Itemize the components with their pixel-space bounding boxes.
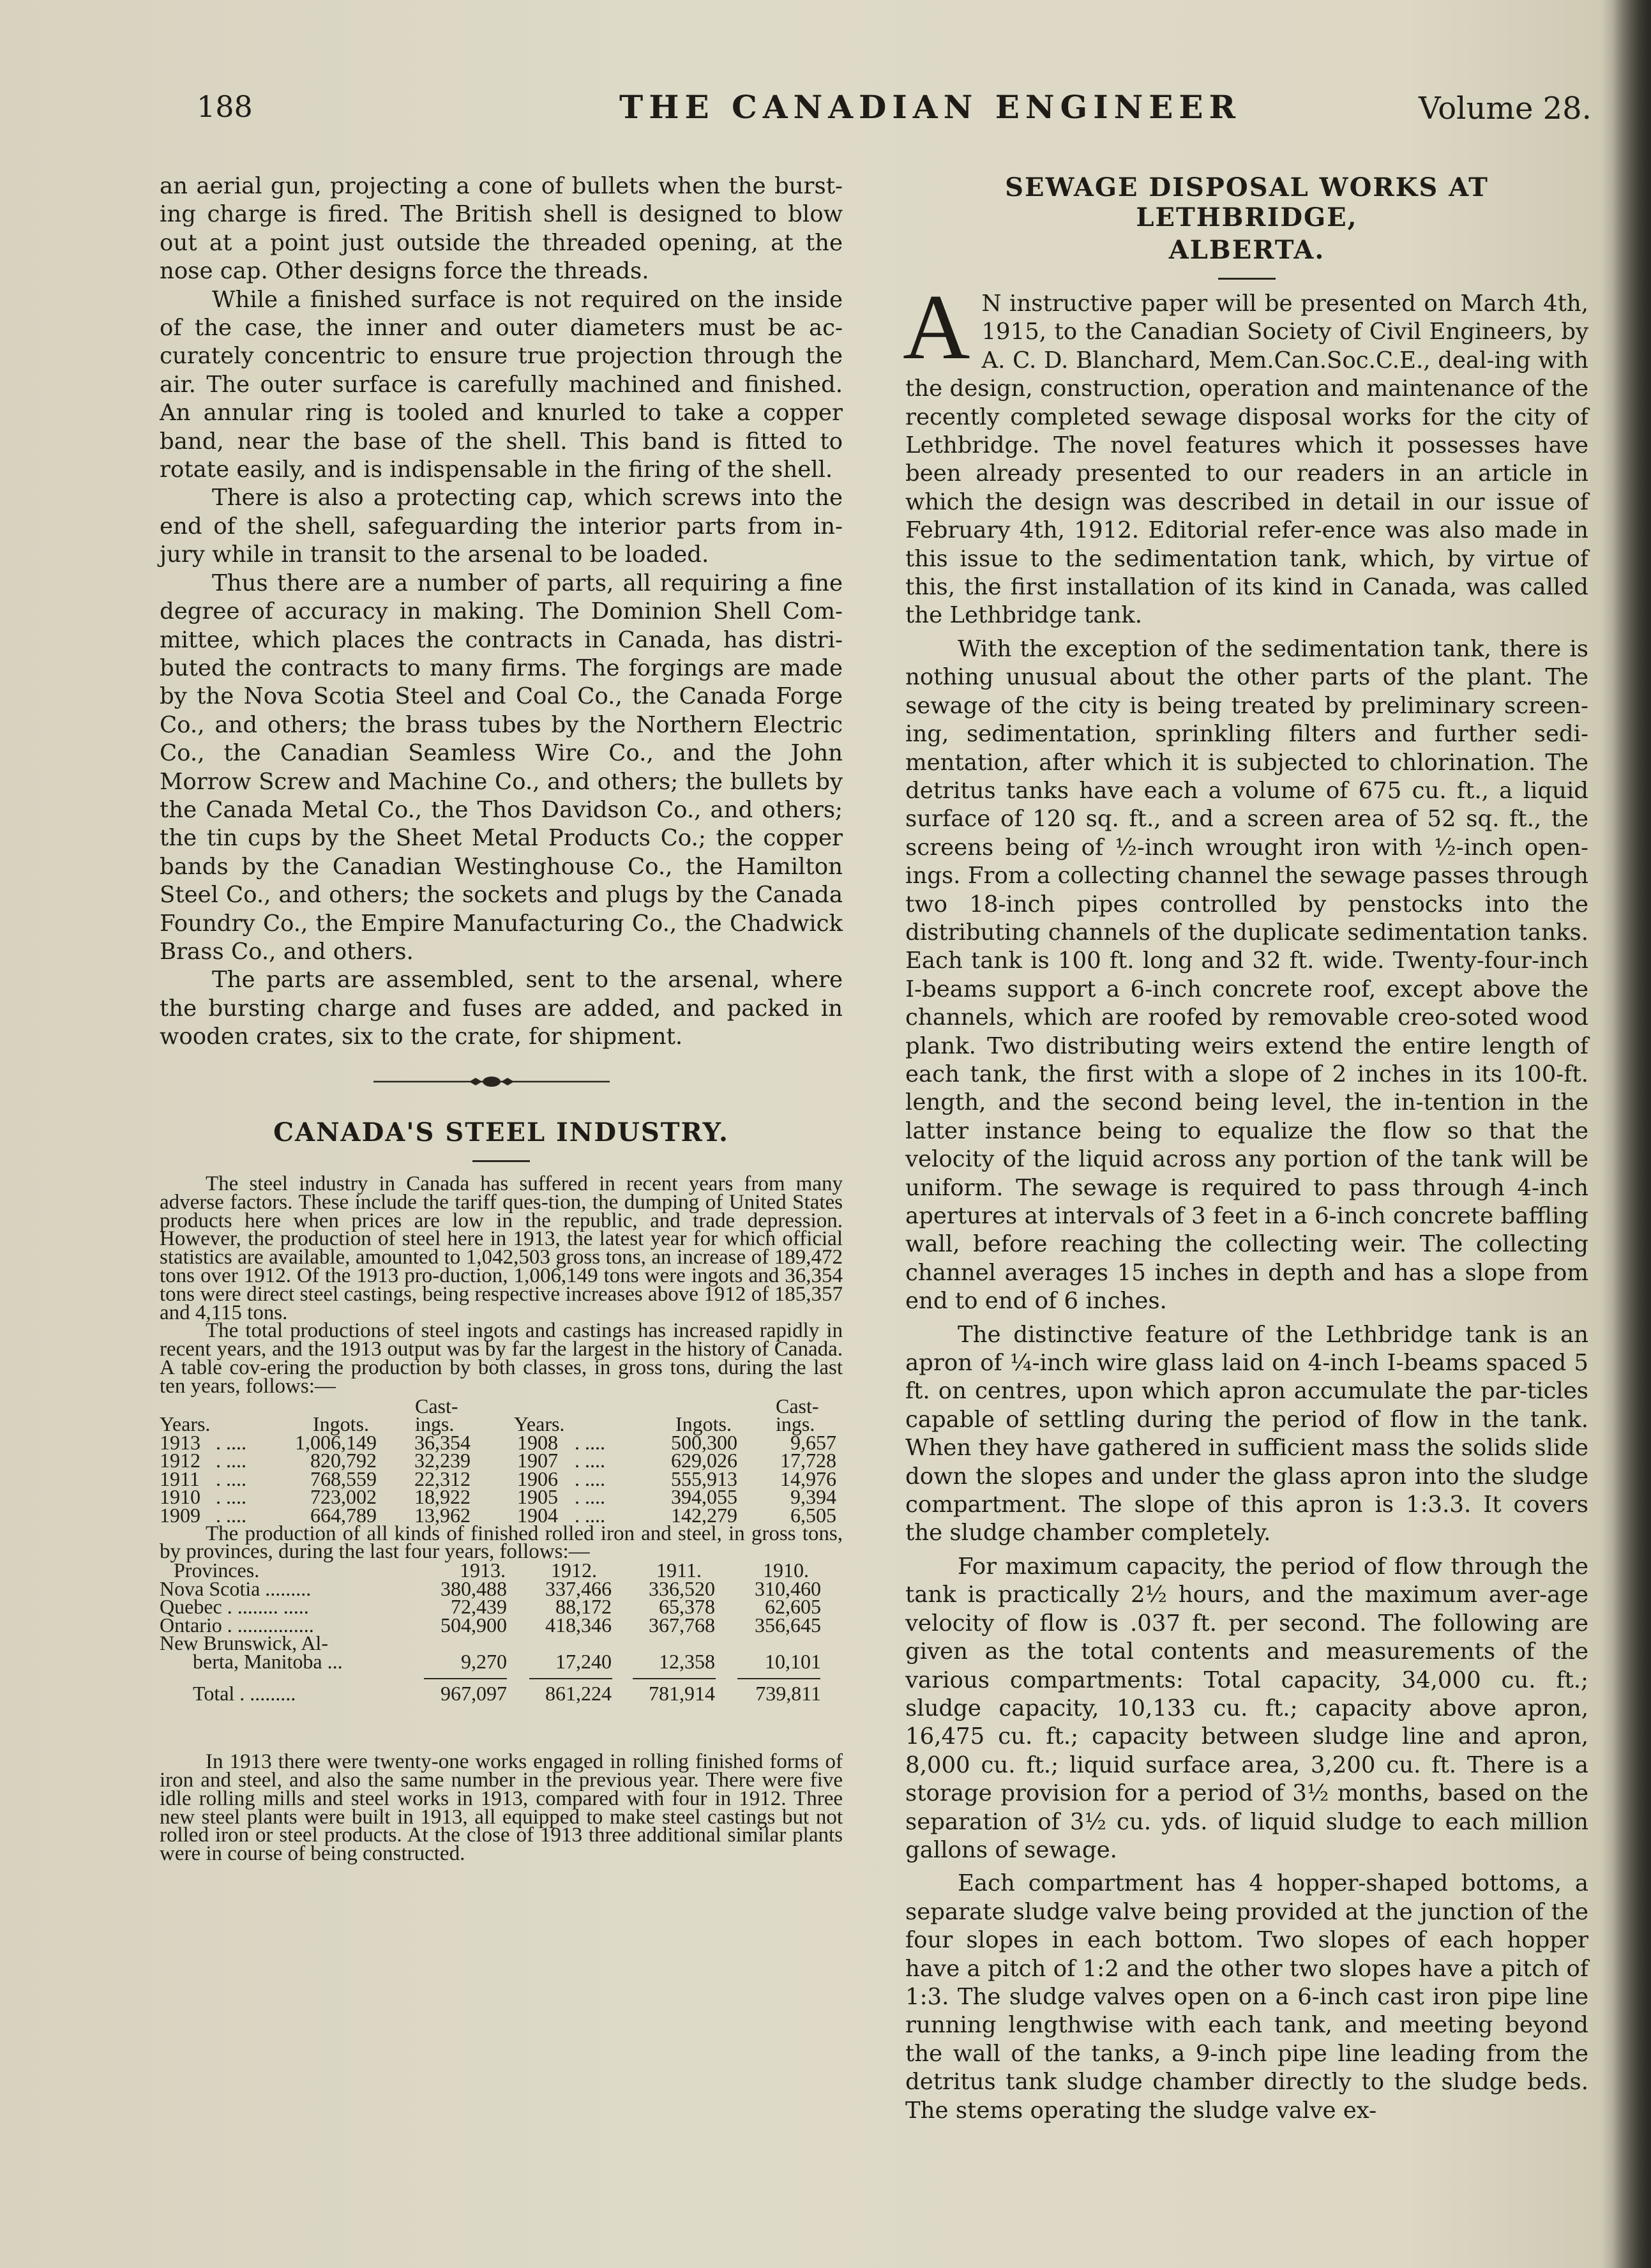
table-body	[160, 1430, 843, 1527]
leader-dots: . ....	[216, 1467, 246, 1490]
leader-dots: . ....	[575, 1485, 605, 1509]
table-row	[160, 1485, 843, 1509]
article-heading: ALBERTA.	[1168, 235, 1325, 265]
ingots-cell: 500,300	[671, 1430, 737, 1454]
article-heading: SEWAGE DISPOSAL WORKS AT LETHBRIDGE,	[1005, 172, 1489, 232]
total-rule	[737, 1678, 820, 1679]
castings-cell: 14,976	[780, 1467, 836, 1490]
paragraph-text: N instructive paper will be presented on March 4th, 1915, to the Canadian Society of Civil Engineers, by A. C. D. Blanchard, Mem.Can.Soc.C.E., deal-ing with the design, construction, operation and maintenance of the recently completed sewage disposal works for the city of Lethbridge. The novel features which it possesses have been already presented to our readers in an article in which the design was described in detail in our issue of February 4th, 1912. Editorial refer-ence was also made in this issue to the sedimentation tank, which, by virtue of this, the first installation of its kind in Canada, was called the Lethbridge tank.	[905, 291, 1588, 629]
running-header	[0, 83, 1651, 140]
leader-dots: . ....	[216, 1503, 246, 1527]
left-column	[160, 172, 843, 1052]
total-label: Total . .........	[193, 1682, 296, 1705]
province-cell: berta, Manitoba ...	[193, 1649, 343, 1673]
province-cell: Ontario . ...............	[160, 1613, 314, 1637]
paragraph: For maximum capacity, the period of flow through the tank is practically 2½ hours, and the maximum aver-age velocity of flow is .037 ft. per second. The following are given as the total contents and measurements of the various compartments: Total capacity, 34,000 cu. ft.; sludge capacity, 10,133 cu. ft.; capacity above apron, 16,475 cu. ft.; capacity between sludge line and apron, 8,000 cu. ft.; liquid surface area, 3,200 cu. ft. There is a storage provision for a period of 3½ months, based on the separation of 3½ cu. yds. of liquid sludge to each million gallons of sewage.	[905, 1553, 1588, 1863]
steel-production-table	[160, 1394, 843, 1527]
value-cell: 418,346	[545, 1613, 612, 1637]
year-cell: 1907	[517, 1449, 558, 1472]
year-cell: 1908	[517, 1430, 558, 1454]
castings-cell: 32,239	[414, 1449, 471, 1472]
castings-cell: 17,728	[780, 1449, 836, 1472]
table-row	[160, 1451, 843, 1470]
total-value: 967,097	[441, 1682, 507, 1705]
year-cell: 1911	[160, 1467, 200, 1490]
ingots-cell: 664,789	[310, 1503, 377, 1527]
leader-dots: . ....	[575, 1467, 605, 1490]
table-row	[160, 1467, 843, 1490]
value-cell: 9,270	[461, 1649, 507, 1673]
ingots-cell: 142,279	[671, 1503, 737, 1527]
castings-cell: 6,505	[790, 1503, 836, 1527]
province-cell: New Brunswick, Al-	[160, 1631, 328, 1655]
steel-article	[160, 1117, 843, 1866]
paragraph: The total productions of steel ingots and castings has increased rapidly in recent years, and the 1913 output was by far the largest in the history of Canada. A table cov-ering the production by both classes, in gross tons, during the last ten years, follows:—	[160, 1319, 843, 1398]
value-cell: 337,466	[545, 1576, 612, 1600]
sewage-article	[905, 172, 1588, 2125]
table-body	[160, 1576, 843, 1673]
leader-dots: . ....	[575, 1503, 605, 1527]
paragraph: The parts are assembled, sent to the arsenal, where the bursting charge and fuses are added, and packed in wooden crates, six to the crate, for shipment.	[160, 967, 843, 1050]
total-value: 861,224	[545, 1682, 612, 1705]
table-header-year: 1911.	[656, 1559, 702, 1582]
value-cell: 336,520	[649, 1576, 715, 1600]
table-header-years: Years.	[160, 1412, 211, 1436]
paragraph: With the exception of the sedimentation tank, there is nothing unusual about the other parts of the plant. The sewage of the city is being treated by preliminary screen-ing, sedimentation, sprinkling filters and further sedi-mentation, after which it is subjected to chlorination. The detritus tanks have each a volume of 675 cu. ft., a liquid surface of 120 sq. ft., and a screen area of 52 sq. ft., the screens being of ½-inch wrought iron with ½-inch open-ings. From a collecting channel the sewage passes through two 18-inch pipes controlled by penstocks into the distributing channels of the duplicate sedimentation tanks. Each tank is 100 ft. long and 32 ft. wide. Twenty-four-inch I-beams support a 6-inch concrete roof, except above the channels, which are roofed by removable creo-soted wood plank. Two distributing weirs extend the entire length of each tank, the first with a slope of 2 inches in its 100-ft. length, and the second being level, the in-tention in the latter instance being to equalize the flow so that the velocity of the liquid across any portion of the tank will be uniform. The sewage is required to pass through 4-inch apertures at intervals of 3 feet in a 6-inch concrete baffling wall, before reaching the collecting weir. The collecting channel averages 15 inches in depth and has a slope from end to end of 6 inches.	[905, 635, 1588, 1315]
value-cell: 504,900	[441, 1613, 507, 1637]
table-row	[160, 1503, 843, 1527]
table-row	[160, 1649, 843, 1673]
ingots-cell: 394,055	[671, 1485, 737, 1509]
table-header-ingots: Ingots.	[313, 1412, 369, 1436]
volume-label: Volume 28.	[1419, 91, 1592, 126]
drop-cap: A	[903, 275, 970, 379]
table-header-ingots: Ingots.	[675, 1412, 732, 1436]
castings-cell: 9,657	[790, 1430, 836, 1454]
paragraph: In 1913 there were twenty-one works engaged in rolling finished forms of iron and steel, and also the same number in the previous year. There were five idle rolling mills and steel works in 1913, compared with four in 1912. Three new steel plants were built in 1913, all equipped to make steel castings but not rolled iron or steel products. At the close of 1913 three additional similar plants were in course of being constructed.	[160, 1750, 843, 1866]
leader-dots: . ....	[575, 1449, 605, 1472]
paragraph: While a finished surface is not required on the inside of the case, the inner and outer diameters must be ac-curately concentric to ensure true projection through the air. The outer surface is carefully machined and finished. An annular ring is tooled and knurled to take a copper band, near the base of the shell. This band is fitted to rotate easily, and is indispensable in the firing of the shell.	[160, 286, 843, 483]
value-cell: 10,101	[765, 1649, 821, 1673]
table-header-castings-top: Cast-	[776, 1394, 819, 1418]
ingots-cell: 1,006,149	[295, 1430, 377, 1454]
page-gutter-shadow	[1613, 0, 1651, 2268]
year-cell: 1909	[160, 1503, 200, 1527]
table-row	[160, 1430, 843, 1454]
heading-rule	[1218, 278, 1276, 280]
year-cell: 1906	[517, 1467, 558, 1490]
paragraph	[903, 275, 1588, 630]
leader-dots: . ....	[216, 1430, 246, 1454]
heading-rule	[472, 1160, 530, 1162]
table-header-year: 1910.	[763, 1559, 809, 1582]
article-heading: CANADA'S STEEL INDUSTRY.	[273, 1117, 729, 1147]
value-cell: 17,240	[555, 1649, 612, 1673]
table-total-row	[160, 1684, 843, 1703]
year-cell: 1904	[517, 1503, 558, 1527]
paragraph: The steel industry in Canada has suffered in recent years from many adverse factors. These include the tariff ques-tion, the dumping of United States products here when prices are low in the republic, and trade depression. However, the production of steel here in 1913, the latest year for which official statistics are available, amounted to 1,042,503 gross tons, an increase of 189,472 tons over 1912. Of the 1913 pro-duction, 1,006,149 tons were ingots and 36,354 tons were direct steel castings, being respective increases above 1912 of 185,357 and 4,115 tons.	[160, 1172, 843, 1324]
total-rule	[424, 1678, 507, 1679]
rolled-steel-by-province-table	[160, 1561, 843, 1753]
total-value: 781,914	[649, 1682, 715, 1705]
table-header-castings-bottom: ings.	[415, 1412, 455, 1436]
table-header-provinces: Provinces.	[174, 1559, 260, 1582]
paragraph: Each compartment has 4 hopper-shaped bottoms, a separate sludge valve being provided at the junction of the four slopes in each bottom. Two slopes of each hopper have a pitch of 1:2 and the other two slopes have a pitch of 1:3. The sludge valves open on a 6-inch cast iron pipe line running lengthwise with each tank, and meeting beyond the wall of the tanks, a 9-inch pipe line leading from the detritus tank sludge chamber directly to the sludge beds. The stems operating the sludge valve ex-	[905, 1870, 1588, 2124]
table-header-castings-bottom: ings.	[776, 1412, 815, 1436]
table-header-castings-top: Cast-	[415, 1394, 458, 1418]
leader-dots: . ....	[216, 1449, 246, 1472]
paragraph: There is also a protecting cap, which screws into the end of the shell, safeguarding the interior parts from in-jury while in transit to the arsenal to be loaded.	[160, 485, 843, 568]
value-cell: 88,172	[555, 1595, 612, 1619]
province-cell: Quebec . ........ .....	[160, 1595, 309, 1619]
paragraph: The production of all kinds of finished rolled iron and steel, in gross tons, by provinces, during the last four years, follows:—	[160, 1522, 843, 1564]
journal-title: THE CANADIAN ENGINEER	[619, 88, 1242, 126]
table-header-years: Years.	[514, 1412, 565, 1436]
leader-dots: . ....	[216, 1485, 246, 1509]
year-cell: 1905	[517, 1485, 558, 1509]
total-rule	[633, 1678, 716, 1679]
ingots-cell: 820,792	[310, 1449, 377, 1472]
value-cell: 62,605	[765, 1595, 821, 1619]
castings-cell: 9,394	[790, 1485, 836, 1509]
value-cell: 65,378	[659, 1595, 715, 1619]
table-header-year: 1913.	[460, 1559, 506, 1582]
paragraph: an aerial gun, projecting a cone of bullets when the burst-ing charge is fired. The British shell is designed to blow out at a point just outside the threaded opening, at the nose cap. Other designs force the threads.	[160, 173, 843, 285]
province-cell: Nova Scotia .........	[160, 1576, 312, 1600]
year-cell: 1912	[160, 1449, 200, 1472]
paragraph: Thus there are a number of parts, all requiring a fine degree of accuracy in making. The Dominion Shell Com-mittee, which places the contracts in Canada, has distri-buted the contracts to many firms. The forgings are made by the Nova Scotia Steel and Coal Co., the Canada Forge Co., and others; the brass tubes by the Northern Electric Co., the Canadian Seamless Wire Co., and the John Morrow Screw and Machine Co., and others; the bullets by the Canada Metal Co., the Thos Davidson Co., and others; the tin cups by the Sheet Metal Products Co.; the copper bands by the Canadian Westinghouse Co., the Hamilton Steel Co., and others; the sockets and plugs by the Canada Foundry Co., the Empire Manufacturing Co., the Chadwick Brass Co., and others.	[160, 570, 843, 965]
total-value: 739,811	[755, 1682, 821, 1705]
paragraph: The distinctive feature of the Lethbridge tank is an apron of ¼-inch wire glass laid on 4-inch I-beams spaced 5 ft. on centres, upon which apron accumulate the par-ticles capable of settling during the period of flow in the tank. When they have gathered in sufficient mass the solids slide down the slopes and under the glass apron into the sludge compartment. The slope of this apron is 1:3.3. It covers the sludge chamber completely.	[905, 1321, 1588, 1546]
year-cell: 1913	[160, 1430, 200, 1454]
castings-cell: 22,312	[414, 1467, 471, 1490]
year-cell: 1910	[160, 1485, 200, 1509]
section-divider-ornament	[373, 1073, 610, 1091]
leader-dots: . ....	[575, 1430, 605, 1454]
ingots-cell: 723,002	[310, 1485, 377, 1509]
value-cell: 367,768	[649, 1613, 715, 1637]
value-cell: 72,439	[451, 1595, 507, 1619]
ingots-cell: 629,026	[671, 1449, 737, 1472]
value-cell: 12,358	[659, 1649, 715, 1673]
ingots-cell: 555,913	[671, 1467, 737, 1490]
castings-cell: 18,922	[414, 1485, 471, 1509]
ingots-cell: 768,559	[310, 1467, 377, 1490]
value-cell: 356,645	[755, 1613, 821, 1637]
total-rule	[529, 1678, 612, 1679]
value-cell: 310,460	[755, 1576, 821, 1600]
table-header-year: 1912.	[551, 1559, 597, 1582]
value-cell: 380,488	[441, 1576, 507, 1600]
castings-cell: 13,962	[414, 1503, 471, 1527]
page-number: 188	[197, 89, 253, 124]
castings-cell: 36,354	[414, 1430, 471, 1454]
